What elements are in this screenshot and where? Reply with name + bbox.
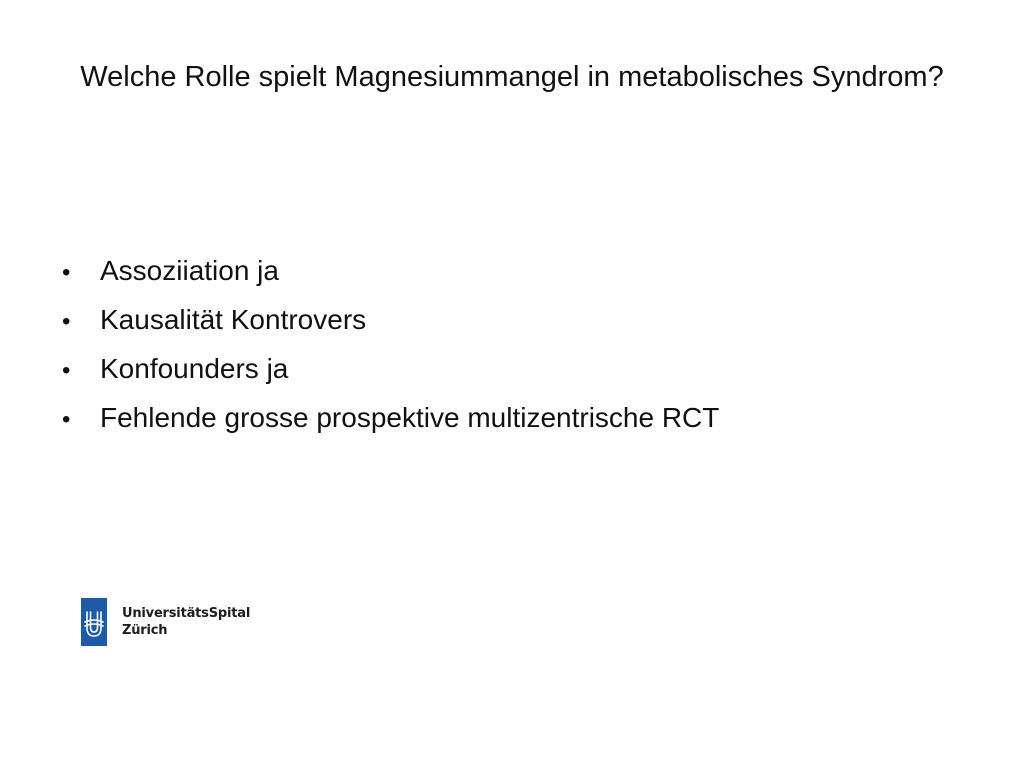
logo-line-2: Zürich — [122, 623, 168, 638]
usz-logo-icon — [81, 598, 107, 646]
bullet-marker: • — [62, 357, 71, 384]
bullet-text: Kausalität Kontrovers — [100, 304, 367, 335]
logo-line-1: UniversitätsSpital — [122, 606, 251, 621]
university-hospital-logo — [81, 598, 250, 646]
bullet-item — [62, 249, 719, 298]
bullet-marker: • — [62, 259, 71, 286]
bullet-marker: • — [62, 406, 71, 433]
bullet-text: Fehlende grosse prospektive multizentrische RCT — [100, 402, 720, 433]
logo-text — [122, 605, 250, 639]
bullet-item — [62, 396, 719, 445]
bullet-item — [62, 347, 719, 396]
bullet-text: Assoziiation ja — [100, 255, 279, 286]
bullet-marker: • — [62, 308, 71, 335]
bullet-item — [62, 298, 719, 347]
bullet-text: Konfounders ja — [100, 353, 289, 384]
bullet-list — [62, 249, 719, 445]
slide-title: Welche Rolle spielt Magnesiummangel in metabolisches Syndrom? — [80, 61, 944, 93]
